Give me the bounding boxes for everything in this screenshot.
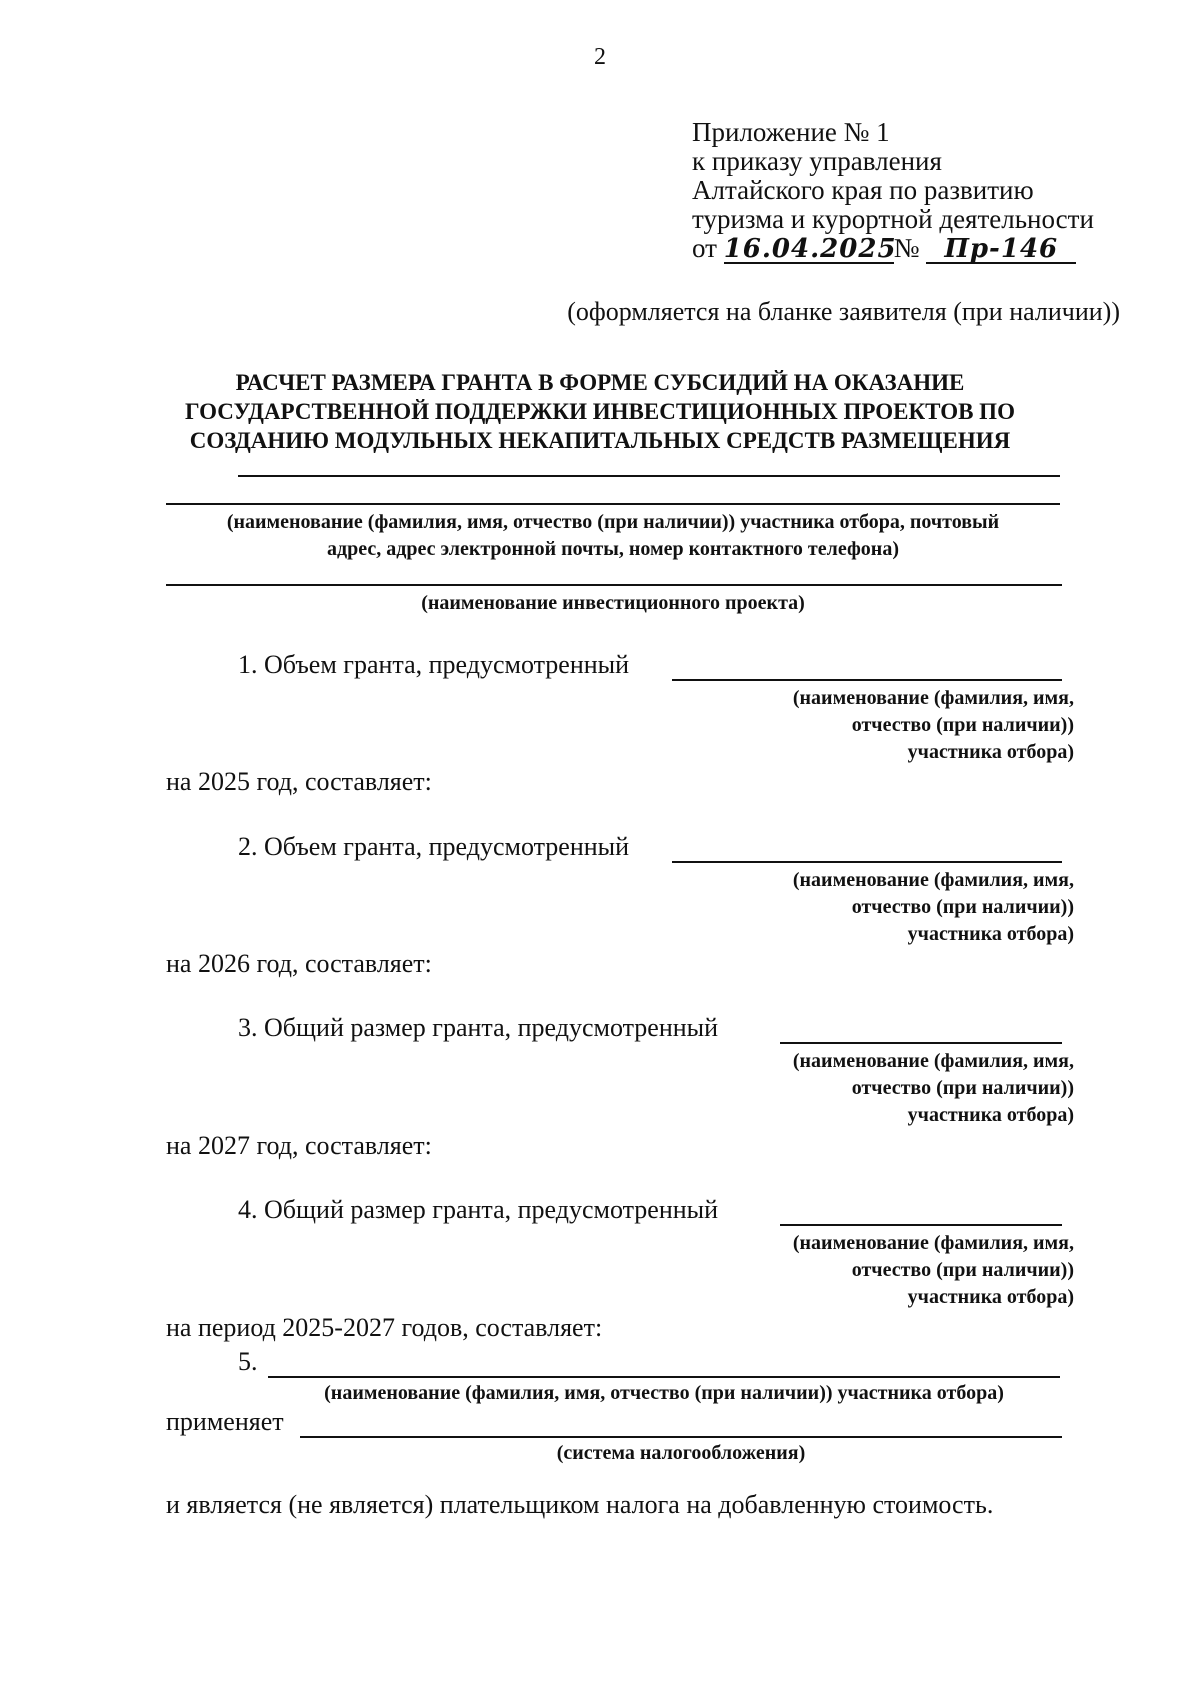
item-2-caption: (наименование (фамилия, имя, отчество (при наличии)) участника отбора) <box>792 869 1074 945</box>
title-line-1: РАСЧЕТ РАЗМЕРА ГРАНТА В ФОРМЕ СУБСИДИЙ НА ОКАЗАНИЕ <box>235 370 965 395</box>
item-3-label: 3. Общий размер гранта, предусмотренный <box>238 1013 719 1042</box>
item-3-blank-line <box>780 1042 1062 1044</box>
item-4-label: 4. Общий размер гранта, предусмотренный <box>238 1195 719 1224</box>
item-5-blank-line <box>268 1376 1060 1378</box>
item-3-tail: на 2027 год, составляет: <box>166 1131 432 1160</box>
appendix-title: Приложение № 1 <box>692 117 890 147</box>
item-4-blank-line <box>780 1224 1062 1226</box>
handwritten-date: 16.04.2025 <box>723 234 897 264</box>
item-1-blank-line <box>672 679 1062 681</box>
item-2-label: 2. Объем гранта, предусмотренный <box>238 832 630 861</box>
participant-blank-line-2 <box>166 503 1060 505</box>
applies-label: применяет <box>166 1407 284 1436</box>
handwritten-number: Пр-146 <box>926 236 1076 264</box>
participant-caption-2: адрес, адрес электронной почты, номер контактного телефона) <box>326 538 899 560</box>
project-caption: (наименование инвестиционного проекта) <box>421 592 805 614</box>
item-3-caption: (наименование (фамилия, имя, отчество (при наличии)) участника отбора) <box>792 1050 1074 1126</box>
number-sign: № <box>893 233 920 263</box>
appendix-authority-line: Алтайского края по развитию <box>692 175 1034 205</box>
item-2-tail: на 2026 год, составляет: <box>166 949 432 978</box>
item-1-label: 1. Объем гранта, предусмотренный <box>238 650 630 679</box>
participant-blank-line-1 <box>238 475 1060 477</box>
vat-statement: и является (не является) плательщиком налога на добавленную стоимость. <box>166 1490 994 1519</box>
title-line-3: СОЗДАНИЮ МОДУЛЬНЫХ НЕКАПИТАЛЬНЫХ СРЕДСТВ РАЗМЕЩЕНИЯ <box>189 428 1011 453</box>
title-line-2: ГОСУДАРСТВЕННОЙ ПОДДЕРЖКИ ИНВЕСТИЦИОННЫХ ПРОЕКТОВ ПО <box>185 399 1015 424</box>
page-number: 2 <box>594 44 606 70</box>
letterhead-note: (оформляется на бланке заявителя (при наличии)) <box>567 297 1120 326</box>
appendix-block <box>692 118 1094 264</box>
appendix-authority-line-2: туризма и курортной деятельности <box>692 204 1094 234</box>
project-blank-line <box>166 584 1062 586</box>
item-5-caption: (наименование (фамилия, имя, отчество (при наличии)) участника отбора) <box>324 1382 1004 1404</box>
tax-system-blank-line <box>300 1436 1062 1438</box>
participant-caption-1: (наименование (фамилия, имя, отчество (при наличии)) участника отбора, почтовый <box>226 511 1000 533</box>
item-4-caption: (наименование (фамилия, имя, отчество (при наличии)) участника отбора) <box>792 1232 1074 1308</box>
document-title <box>0 368 1200 455</box>
tax-system-caption: (система налогообложения) <box>556 1442 806 1464</box>
item-4-tail: на период 2025-2027 годов, составляет: <box>166 1313 603 1342</box>
appendix-order-line: к приказу управления <box>692 146 942 176</box>
item-1-tail: на 2025 год, составляет: <box>166 767 432 796</box>
item-5-number: 5. <box>238 1347 258 1376</box>
item-1-caption: (наименование (фамилия, имя, отчество (при наличии)) участника отбора) <box>792 687 1074 763</box>
appendix-date-number-line <box>692 234 1094 264</box>
item-2-blank-line <box>672 861 1062 863</box>
date-prefix: от <box>692 233 717 263</box>
